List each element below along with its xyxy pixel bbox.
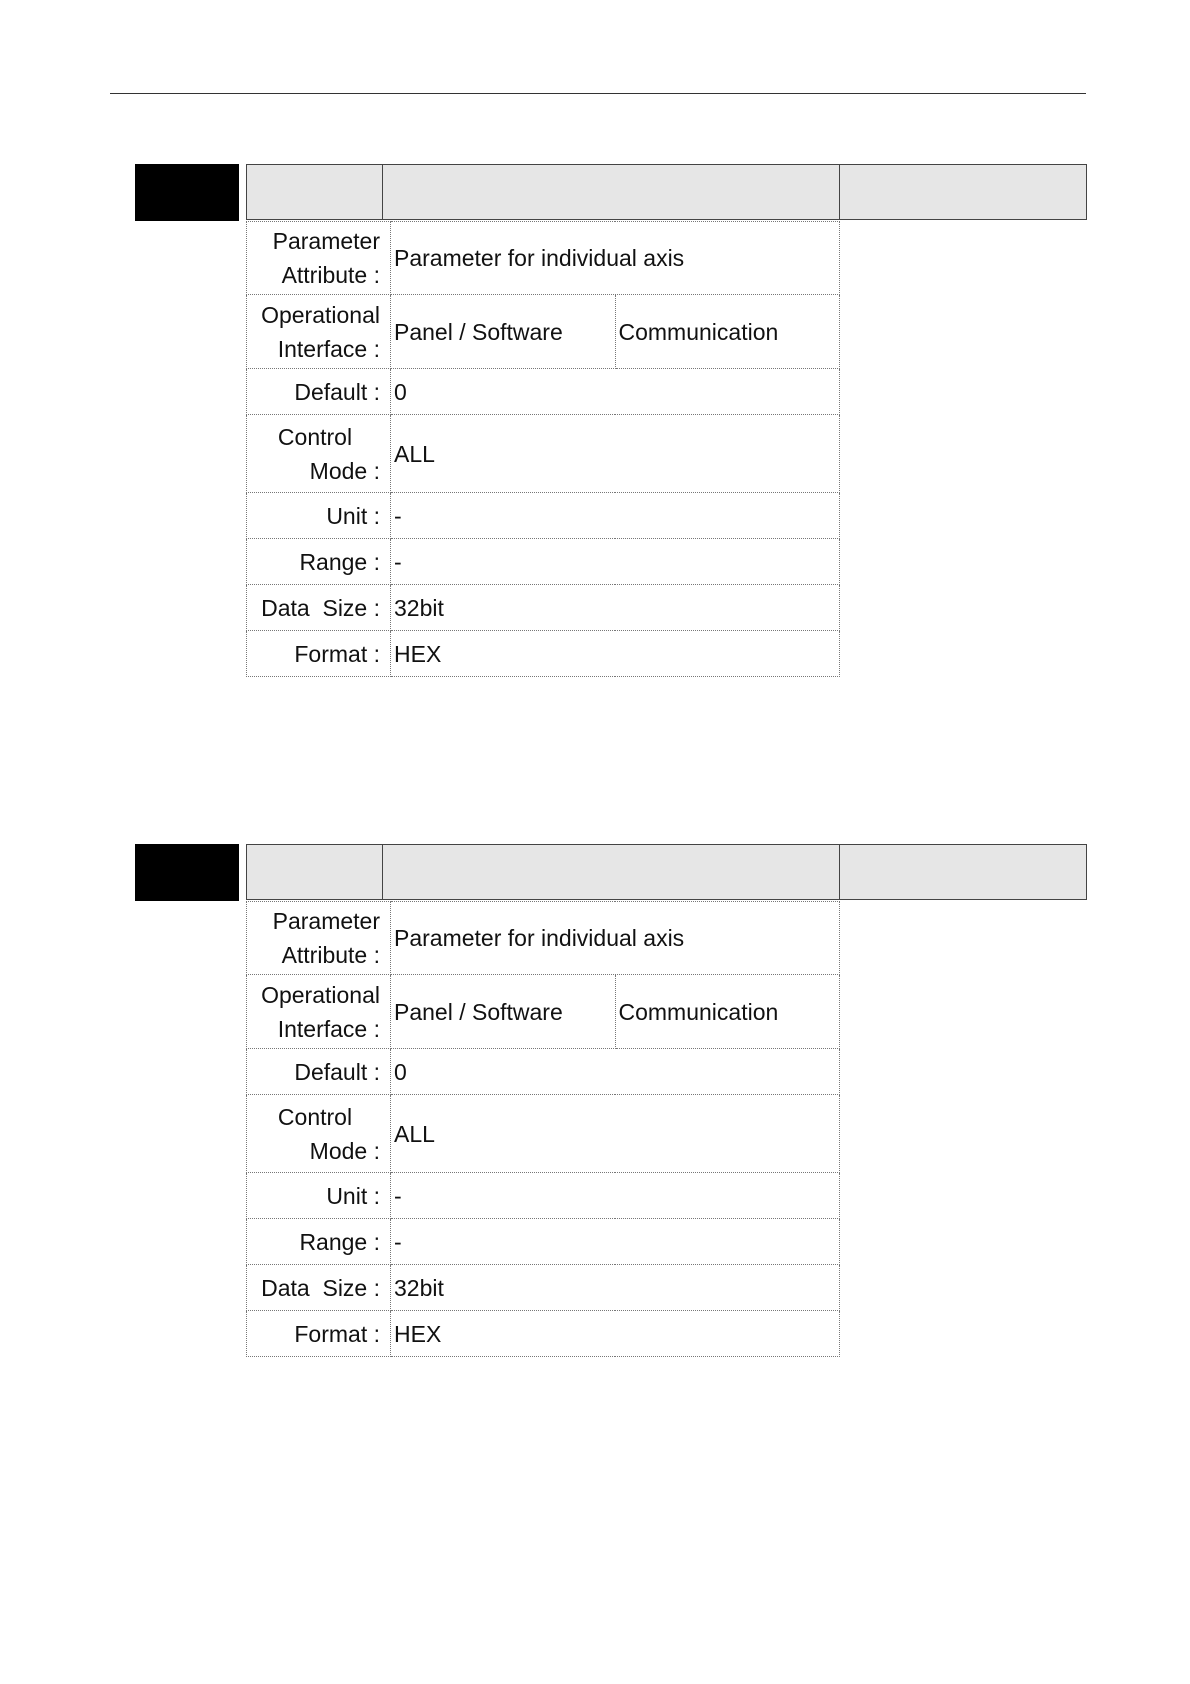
label-data-size: Data Size : — [247, 1265, 391, 1311]
row-format — [247, 631, 840, 677]
label-line-1: Control — [277, 423, 353, 450]
label-default: Default : — [247, 369, 391, 415]
label-line-2: Interface : — [277, 1015, 380, 1042]
value-control-mode: ALL — [391, 415, 840, 493]
row-control-mode — [247, 1095, 840, 1173]
value-parameter-attribute: Parameter for individual axis — [391, 222, 840, 295]
label-line-2: Mode : — [309, 457, 380, 484]
row-default — [247, 369, 840, 415]
value-format: HEX — [391, 631, 840, 677]
label-line-1: Control — [277, 1103, 353, 1130]
header-cell-name — [382, 844, 840, 900]
label-line-1: Operational — [261, 301, 380, 328]
label-line-1: Parameter — [272, 908, 380, 934]
parameter-code-tab — [135, 164, 239, 221]
label-parameter-attribute — [247, 902, 391, 975]
row-control-mode — [247, 415, 840, 493]
value-parameter-attribute: Parameter for individual axis — [391, 902, 840, 975]
parameter-table — [246, 221, 840, 677]
row-data-size — [247, 585, 840, 631]
value-interface-panel: Panel / Software — [391, 975, 616, 1049]
header-cell-name — [382, 164, 840, 220]
label-format: Format : — [247, 1311, 391, 1357]
value-range: - — [391, 539, 840, 585]
label-line-2: Mode : — [309, 1137, 380, 1164]
value-control-mode: ALL — [391, 1095, 840, 1173]
value-unit: - — [391, 493, 840, 539]
label-line-1: Operational — [261, 981, 380, 1008]
parameter-block-2 — [0, 844, 1190, 1364]
label-data-size: Data Size : — [247, 585, 391, 631]
label-control-mode — [247, 415, 391, 493]
value-unit: - — [391, 1173, 840, 1219]
label-range: Range : — [247, 539, 391, 585]
row-operational-interface — [247, 975, 840, 1049]
label-line-1: Parameter — [272, 228, 380, 254]
parameter-code-tab — [135, 844, 239, 901]
header-cell-address — [839, 844, 1087, 900]
header-cell-code — [246, 844, 383, 900]
row-range — [247, 1219, 840, 1265]
row-parameter-attribute — [247, 222, 840, 295]
label-control-mode — [247, 1095, 391, 1173]
value-data-size: 32bit — [391, 585, 840, 631]
row-operational-interface — [247, 295, 840, 369]
label-default: Default : — [247, 1049, 391, 1095]
header-cell-address — [839, 164, 1087, 220]
value-interface-panel: Panel / Software — [391, 295, 616, 369]
value-range: - — [391, 1219, 840, 1265]
label-operational-interface — [247, 975, 391, 1049]
header-cell-code — [246, 164, 383, 220]
row-parameter-attribute — [247, 902, 840, 975]
row-unit — [247, 1173, 840, 1219]
label-unit: Unit : — [247, 493, 391, 539]
label-unit: Unit : — [247, 1173, 391, 1219]
value-format: HEX — [391, 1311, 840, 1357]
value-interface-communication: Communication — [615, 975, 840, 1049]
value-default: 0 — [391, 1049, 840, 1095]
label-line-2: Attribute : — [281, 262, 380, 288]
parameter-block-1 — [0, 164, 1190, 684]
label-format: Format : — [247, 631, 391, 677]
row-format — [247, 1311, 840, 1357]
row-range — [247, 539, 840, 585]
value-data-size: 32bit — [391, 1265, 840, 1311]
page-header-rule — [110, 93, 1086, 94]
row-unit — [247, 493, 840, 539]
value-interface-communication: Communication — [615, 295, 840, 369]
label-operational-interface — [247, 295, 391, 369]
parameter-table — [246, 901, 840, 1357]
row-default — [247, 1049, 840, 1095]
label-line-2: Attribute : — [281, 942, 380, 968]
label-parameter-attribute — [247, 222, 391, 295]
label-range: Range : — [247, 1219, 391, 1265]
value-default: 0 — [391, 369, 840, 415]
row-data-size — [247, 1265, 840, 1311]
label-line-2: Interface : — [277, 335, 380, 362]
